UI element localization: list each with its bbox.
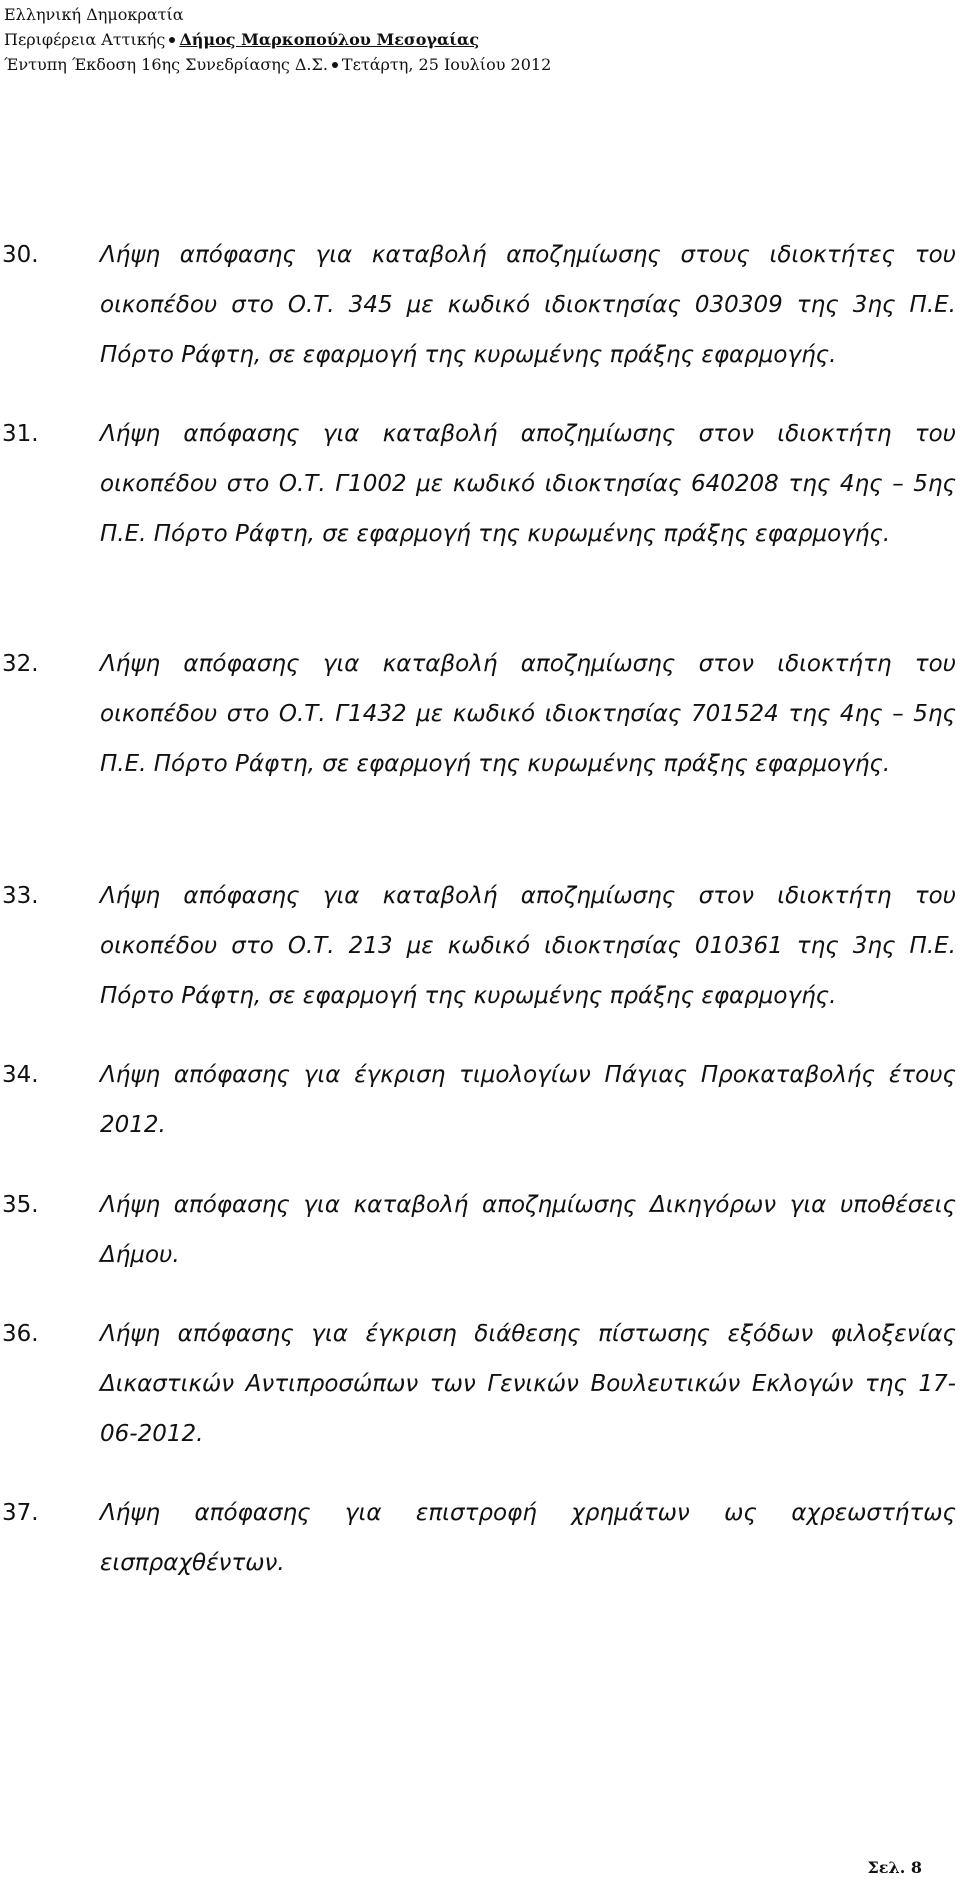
agenda-item-number: 35. (2, 1192, 39, 1218)
document-header (4, 2, 551, 77)
page-number: Σελ. 8 (867, 1858, 922, 1877)
header-country: Ελληνική Δημοκρατία (4, 5, 184, 24)
agenda-item-text: Λήψη απόφασης για καταβολή αποζημίωσης Δικηγόρων για υποθέσεις Δήμου. (100, 1192, 956, 1268)
agenda-item-number: 31. (2, 421, 39, 447)
agenda-item-text: Λήψη απόφασης για καταβολή αποζημίωσης στον ιδιοκτήτη του οικοπέδου στο Ο.Τ. Γ1002 με κωδικό ιδιοκτησίας 640208 της 4ης – 5ης Π.Ε. Πόρτο Ράφτη, σε εφαρμογή της κυρωμένης πράξης εφαρμογής. (100, 421, 956, 547)
agenda-item-text: Λήψη απόφασης για καταβολή αποζημίωσης στον ιδιοκτήτη του οικοπέδου στο Ο.Τ. 213 με κωδικό ιδιοκτησίας 010361 της 3ης Π.Ε. Πόρτο Ράφτη, σε εφαρμογή της κυρωμένης πράξης εφαρμογής. (100, 883, 956, 1009)
agenda-item-text: Λήψη απόφασης για έγκριση διάθεσης πίστωσης εξόδων φιλοξενίας Δικαστικών Αντιπροσώπων των Γενικών Βουλευτικών Εκλογών της 17-06-2012. (100, 1321, 956, 1447)
header-edition: Έντυπη Έκδοση 16ης Συνεδρίασης Δ.Σ. (4, 55, 328, 74)
agenda-item-text: Λήψη απόφασης για καταβολή αποζημίωσης στον ιδιοκτήτη του οικοπέδου στο Ο.Τ. Γ1432 με κωδικό ιδιοκτησίας 701524 της 4ης – 5ης Π.Ε. Πόρτο Ράφτη, σε εφαρμογή της κυρωμένης πράξης εφαρμογής. (100, 651, 956, 777)
agenda-item-number: 34. (2, 1062, 39, 1088)
agenda-item-text: Λήψη απόφασης για καταβολή αποζημίωσης στους ιδιοκτήτες του οικοπέδου στο Ο.Τ. 345 με κωδικό ιδιοκτησίας 030309 της 3ης Π.Ε. Πόρτο Ράφτη, σε εφαρμογή της κυρωμένης πράξης εφαρμογής. (100, 242, 956, 368)
header-edition-line (4, 52, 551, 77)
agenda-item-number: 36. (2, 1321, 39, 1347)
bullet-icon (332, 62, 338, 68)
bullet-icon (169, 37, 175, 43)
agenda-item-number: 32. (2, 651, 39, 677)
agenda-item-number: 33. (2, 883, 39, 909)
agenda-item-text: Λήψη απόφασης για επιστροφή χρημάτων ως αχρεωστήτως εισπραχθέντων. (100, 1500, 956, 1576)
header-date: Τετάρτη, 25 Ιουλίου 2012 (341, 55, 552, 74)
header-region-line (4, 27, 551, 52)
agenda-item-text: Λήψη απόφασης για έγκριση τιμολογίων Πάγιας Προκαταβολής έτους 2012. (100, 1062, 956, 1138)
agenda-item-number: 30. (2, 242, 39, 268)
header-region: Περιφέρεια Αττικής (4, 30, 166, 49)
header-municipality: Δήμος Μαρκοπούλου Μεσογαίας (179, 30, 480, 49)
agenda-item-number: 37. (2, 1500, 39, 1526)
